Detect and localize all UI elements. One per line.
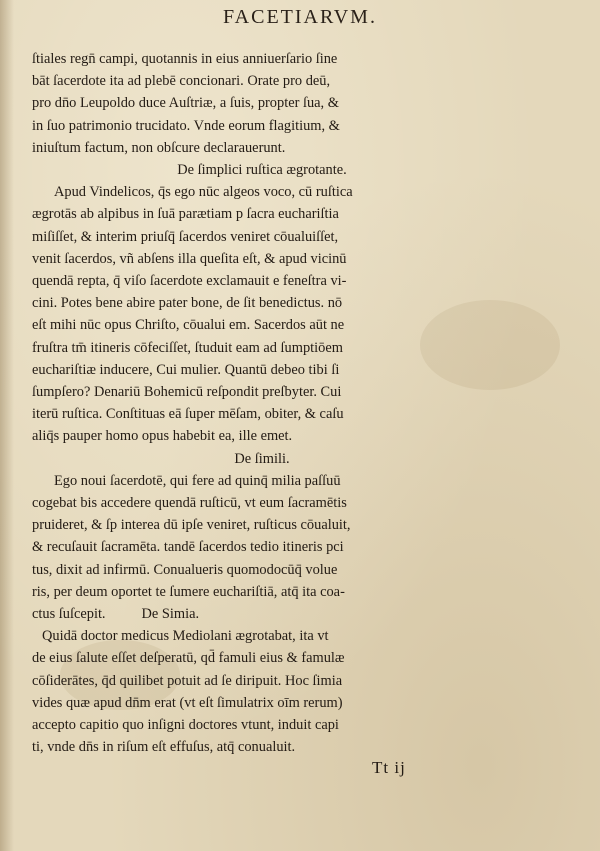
text-line: fruſtra tm̄ itineris cōfeciſſet, ſtuduit eam ad ſumptiōem <box>32 339 343 356</box>
text-line: tus, dixit ad infirmū. Conualueris quomodocūq̄ volue <box>32 561 338 578</box>
text-line: de eius ſalute eſſet deſperatū, qd̄ famuli eius & famulæ <box>32 650 345 667</box>
text-line: ris, per deum oportet te ſumere euchariſtiā, atq̄ ita coa- <box>32 583 345 600</box>
text-line: Apud Vindelicos, q̄s ego nūc algeos voco, cū ruſtica <box>54 184 353 201</box>
text-line: pro dn̄o Leupoldo duce Auſtriæ, a ſuis, propter ſua, & <box>32 95 339 112</box>
text-line: aliq̄s pauper homo opus habebit ea, ille emet. <box>32 428 293 445</box>
section-heading: De ſimplici ruſtica ægrotante. <box>177 162 347 179</box>
text-line: vides quæ apud dn̄m erat (vt eſt ſimulatrix oīm rerum) <box>32 694 343 711</box>
text-line: cini. Potes bene abire pater bone, de ſit benedictus. nō <box>32 295 343 312</box>
body-text <box>32 48 492 759</box>
text-line: venit ſacerdos, vñ abſens illa queſita eſt, & apud vicinū <box>32 250 347 267</box>
text-line-with-heading: ctus ſuſcepit. De Simia. <box>32 606 200 623</box>
catchword-signature: Tt ij <box>372 758 406 777</box>
text-line: bāt ſacerdote ita ad plebē concionari. Orate pro deū, <box>32 73 331 90</box>
text-line: miſiſſet, & interim priuſq̄ ſacerdos veniret cōualuiſſet, <box>32 228 339 245</box>
text-line: iniuſtum factum, non obſcure declarauerunt. <box>32 139 286 156</box>
text-line: quendā repta, q̄ viſo ſacerdote exclamauit e feneſtra vi- <box>32 273 347 290</box>
page-edge-shadow <box>0 0 14 851</box>
text-line: accepto capitio quo inſigni doctores vtunt, induit capi <box>32 717 339 734</box>
text-line: in ſuo patrimonio trucidato. Vnde eorum flagitium, & <box>32 117 340 134</box>
text-line: pruideret, & ſp interea dū ipſe veniret, ruſticus cōualuit, <box>32 517 351 534</box>
text-line: ægrotās ab alpibus in ſuā parætiam p ſacra euchariſtia <box>32 206 339 223</box>
text-line: euchariſtiæ inducere, Cui mulier. Quantū debeo tibi ſi <box>32 361 340 378</box>
text-line: ſtiales regn̄ campi, quotannis in eius anniuerſario ſine <box>32 51 338 67</box>
text-line: eſt mihi nūc opus Chriſto, cōualui em. Sacerdos aūt ne <box>32 317 345 334</box>
text-line: ti, vnde dn̄s in riſum eſt effuſus, atq̄ conualuit. <box>32 739 296 756</box>
text-line: Ego noui ſacerdotē, qui fere ad quinq̄ milia paſſuū <box>54 472 341 489</box>
text-line: ſumpſero? Denariū Bohemicū reſpondit preſbyter. Cui <box>32 384 342 401</box>
text-line: iterū ruſtica. Conſtituas eā ſuper mēſam, obiter, & caſu <box>32 406 344 423</box>
text-line: & recuſauit ſacramēta. tandē ſacerdos tedio itineris pci <box>32 539 344 556</box>
text-line: cogebat bis accedere quendā ruſticū, vt eum ſacramētis <box>32 495 347 512</box>
text-line: cōſiderātes, q̄d quilibet potuit ad ſe diripuit. Hoc ſimia <box>32 672 343 689</box>
running-head: FACETIARVM. <box>223 6 377 28</box>
section-heading: De ſimili. <box>234 450 290 467</box>
text-line: Quidā doctor medicus Mediolani ægrotabat, ita vt <box>42 628 329 645</box>
